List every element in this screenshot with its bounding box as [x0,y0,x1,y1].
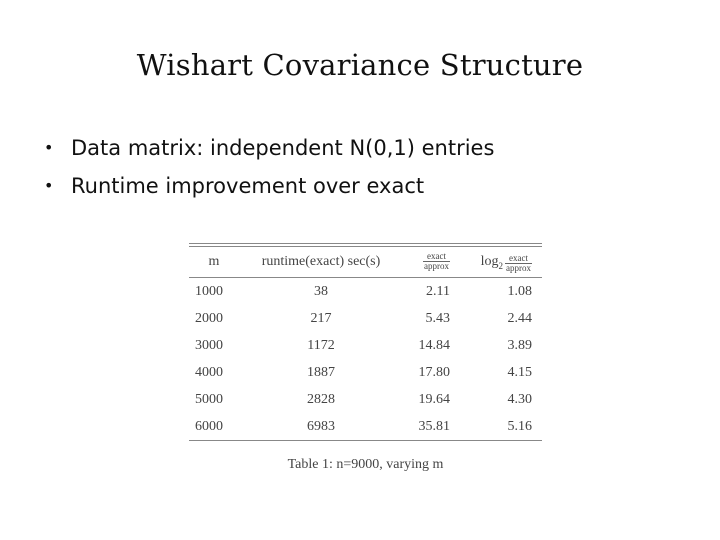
cell-ratio: 5.43 [425,311,450,326]
log-numerator: exact [505,254,532,264]
ratio-numerator: exact [423,252,450,262]
log-base: 2 [498,260,503,271]
cell-log: 1.08 [507,284,532,299]
cell-runtime: 1172 [307,338,335,353]
table-row [189,359,542,386]
cell-m: 4000 [195,365,223,380]
cell-log: 4.30 [507,392,532,407]
ratio-fraction [423,252,450,271]
slide-title: Wishart Covariance Structure [136,48,584,82]
cell-ratio: 35.81 [418,419,450,434]
log-label [481,247,503,281]
bullet-item [44,134,494,172]
table-row [189,332,542,359]
cell-m: 3000 [195,338,223,353]
results-table [189,243,542,472]
log-prefix: log [480,254,499,269]
header-m: m [208,254,220,269]
log-fraction [505,254,532,273]
cell-ratio: 2.11 [426,284,450,299]
bullet-item [44,172,494,210]
cell-runtime: 38 [314,284,328,299]
cell-runtime: 1887 [307,365,335,380]
ratio-denominator: approx [424,261,449,272]
table-row [189,278,542,305]
table-header-row [189,247,542,277]
cell-log: 4.15 [507,365,532,380]
cell-log: 2.44 [507,311,532,326]
cell-m: 2000 [195,311,223,326]
bullet-icon: • [44,176,54,195]
header-runtime: runtime(exact) sec(s) [261,254,381,269]
log-denominator: approx [506,263,531,274]
table-row [189,386,542,413]
table-row [189,413,542,440]
header-log [481,247,532,281]
bullet-text: Runtime improvement over exact [71,174,425,198]
cell-log: 3.89 [507,338,532,353]
cell-ratio: 19.64 [418,392,450,407]
cell-m: 5000 [195,392,223,407]
table-caption: Table 1: n=9000, varying m [287,457,444,472]
cell-log: 5.16 [507,419,532,434]
bullet-text: Data matrix: independent N(0,1) entries [71,136,495,160]
cell-m: 6000 [195,419,223,434]
table-bottom-rule [189,440,542,441]
cell-runtime: 6983 [307,419,335,434]
header-ratio [423,247,450,277]
cell-m: 1000 [195,284,223,299]
cell-ratio: 17.80 [418,365,450,380]
cell-ratio: 14.84 [418,338,450,353]
bullet-list [44,134,494,210]
bullet-icon: • [44,138,54,157]
table-row [189,305,542,332]
cell-runtime: 2828 [307,392,335,407]
cell-runtime: 217 [310,311,332,326]
